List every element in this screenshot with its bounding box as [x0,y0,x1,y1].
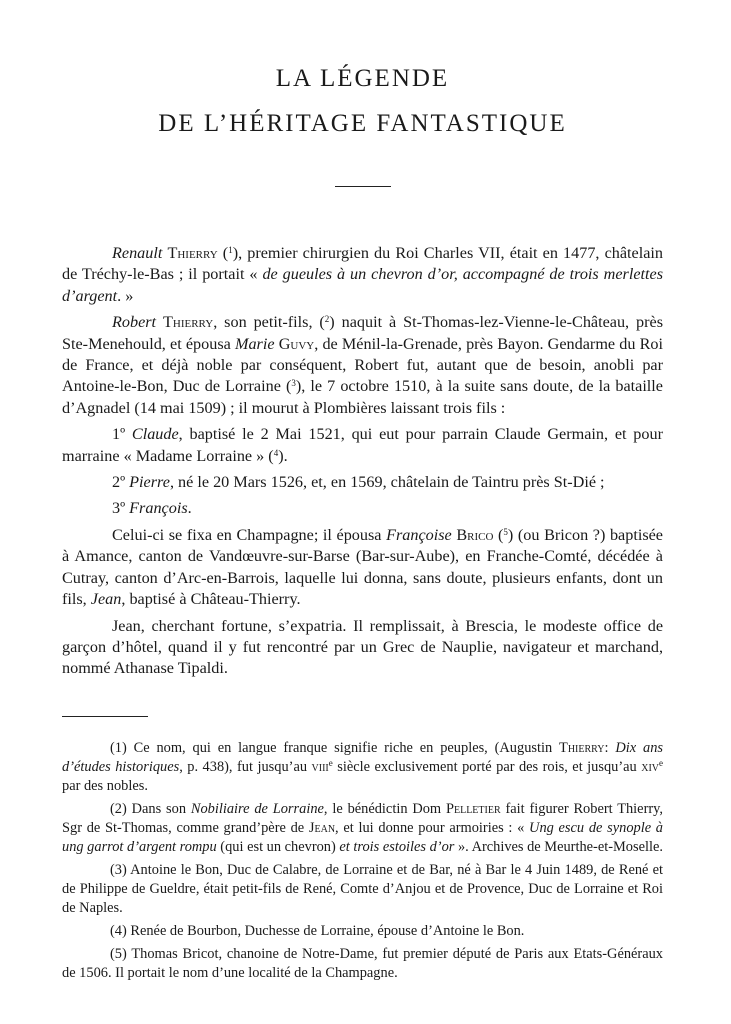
footnote-4: (4) Renée de Bourbon, Duchesse de Lorraine, épouse d’Antoine le Bon. [110,922,525,939]
footnote-2: (2) Dans son Nobiliaire de Lorraine, le bénédictin Dom Pelletier fait figurer Robert Thierry, Sgr de St-Thomas, comme grand’père de Jean, et lui donne pour armoiries : « Ung escu de synople à ung garrot d’argent rompu (qui est un chevron) et trois estoiles d’or ». Archives de Meurthe-et-Moselle. [62,800,664,855]
footnote-divider [62,716,148,717]
main-text [62,243,663,680]
footnotes [62,739,663,983]
title-divider [335,186,391,187]
paragraph-francois: 3º François. [112,499,192,518]
footnote-ref-2: 2 [324,314,330,325]
paragraph-robert: Robert Thierry, son petit-fils, ($^2$) naquit à St-Thomas-lez-Vienne-le-Château, près Ste-Menehould, et épousa Marie Guvy, de Ménil-la-Grenade, près Bayon. Gendarme du Roi de France, et déjà noble par conséquent, Robert fut, autant que de besoin, anobli par Antoine-le-Bon, Duc de Lorraine ($^3$), le 7 octobre 1510, à la suite sans doute, de la bataille d’Agnadel (14 mai 1509) ; il mourut à Plombières laissant trois fils : [62,313,664,417]
footnote-ref-4: 4 [273,447,279,458]
footnote-5: (5) Thomas Bricot, chanoine de Notre-Dame, fut premier député de Paris aux Etats-Généraux de 1506. Il portait le nom d’une localité de la Champagne. [62,945,663,981]
footnote-ref-5: 5 [503,526,508,537]
paragraph-claude: 1º Claude, baptisé le 2 Mai 1521, qui eut pour parrain Claude Germain, et pour marraine « Madame Lorraine » ($^4$). [62,425,663,465]
footnote-3: (3) Antoine le Bon, Duc de Calabre, de Lorraine et de Bar, né à Bar le 4 Juin 1489, de René et de Philippe de Gueldre, était petit-fils de René, Comte d’Anjou et de Provence, Duc de Lorraine et Roi de Naples. [62,861,663,916]
paragraph-champagne: Celui-ci se fixa en Champagne; il épousa Françoise Brico ($^5$) (ou Bricon ?) baptisée à Amance, canton de Vandœuvre-sur-Barse (Bar-sur-Aube), en Franche-Comté, décédée à Cutray, canton d’Arc-en-Barrois, laquelle lui donna, sans doute, plusieurs enfants, dont un fils, Jean, baptisé à Château-Thierry. [62,525,663,609]
title-line-2: DE L’HÉRITAGE FANTASTIQUE [158,110,567,137]
footnote-ref-1: 1 [228,245,233,255]
paragraph-renault: Renault Thierry ($^1$), premier chirurgien du Roi Charles VII, était en 1477, châtelain de Tréchy-le-Bas ; il portait « de gueules à un chevron d’or, accompagné de trois merlettes d’argent. » [62,244,663,305]
title-line-1: LA LÉGENDE [275,65,450,92]
footnote-1: (1) Ce nom, qui en langue franque signifie riche en peuples, (Augustin Thierry: Dix ans d’études historiques, p. 438), fut jusqu’au viii$^e$ siècle exclusivement porté par des rois, et jusqu’au xiv$^e$ par des nobles. [62,739,663,794]
paragraph-pierre: 2º Pierre, né le 20 Mars 1526, et, en 1569, châtelain de Taintru près St-Dié ; [112,473,605,492]
paragraph-jean: Jean, cherchant fortune, s’expatria. Il remplissait, à Brescia, le modeste office de garçon d’hôtel, quand il y fut rencontré par un Grec de Nauplie, navigateur et marchand, nommé Athanase Tipaldi. [62,616,663,678]
footnote-ref-3: 3 [291,378,296,389]
